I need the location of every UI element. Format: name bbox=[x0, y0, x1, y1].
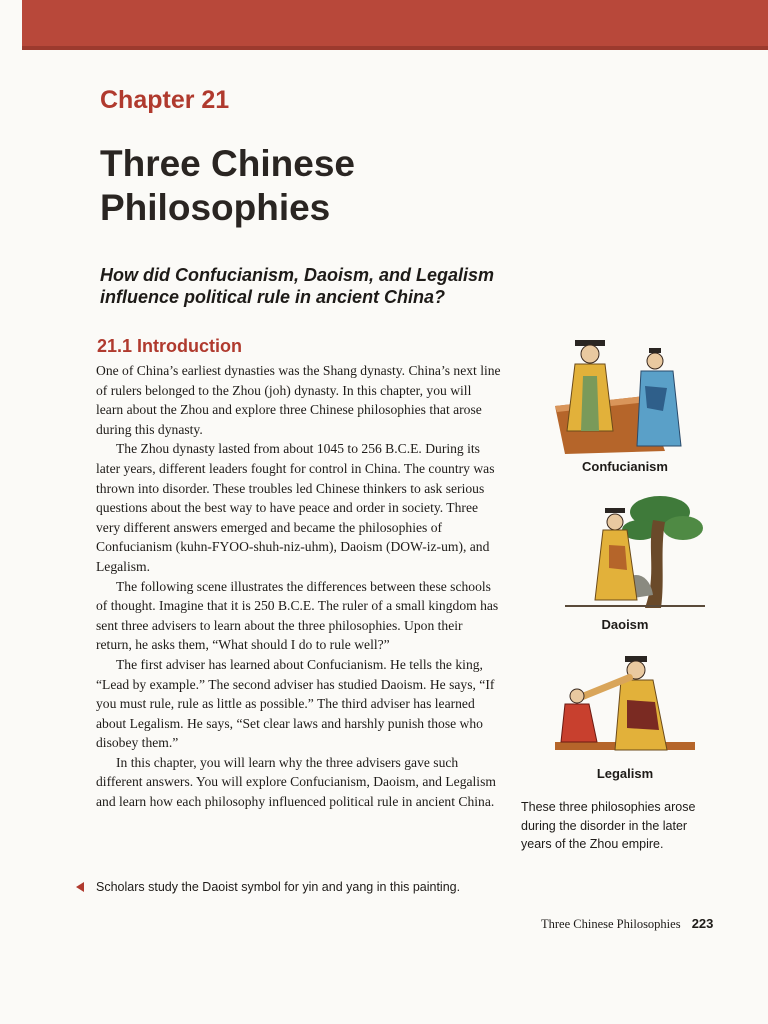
confucianism-illustration bbox=[555, 336, 695, 456]
page-number: 223 bbox=[691, 916, 714, 931]
legalism-illustration bbox=[555, 650, 695, 760]
daoism-illustration bbox=[565, 490, 705, 610]
chapter-title: Three Chinese Philosophies bbox=[100, 143, 355, 228]
photo-caption bbox=[76, 880, 460, 894]
chapter-label: Chapter 21 bbox=[100, 86, 230, 114]
running-title: Three Chinese Philosophies bbox=[541, 917, 681, 931]
sidebar-caption: These three philosophies arose during the disorder in the later years of the Zhou empire. bbox=[521, 800, 696, 851]
section-heading: 21.1 Introduction bbox=[97, 336, 243, 356]
paragraph: The Zhou dynasty lasted from about 1045 to 256 B.C.E. During its later years, different leaders fought for control in China. The country was thrown into disorder. These troubles led Chinese thinkers to ask serious questions about the best way to have peace and order in society. Three very different answers emerged and became the philosophies of Confucianism (kuhn-FYOO-shuh-niz-uhm), Daoism (DOW-iz-um), and Legalism. bbox=[96, 441, 495, 574]
intro-body bbox=[96, 361, 501, 812]
page-footer bbox=[541, 916, 713, 932]
figure-caption: Daoism bbox=[601, 617, 649, 632]
paragraph: The following scene illustrates the differences between these schools of thought. Imagine that it is 250 B.C.E. The ruler of a small kingdom has sent three advisers to learn about the three philosophies. Upon their return, he asks them, “What should I do to rule well?” bbox=[96, 578, 499, 653]
paragraph: The first adviser has learned about Confucianism. He tells the king, “Lead by example.” The second adviser has studied Daoism. He says, “If you must rule, rule as little as possible.” The third adviser has learned about Legalism. He says, “Set clear laws and harshly punish those who disobey them.” bbox=[96, 656, 495, 751]
chapter-header-band bbox=[22, 0, 768, 50]
figure-caption: Confucianism bbox=[582, 459, 668, 474]
left-arrow-icon bbox=[76, 882, 84, 892]
paragraph: In this chapter, you will learn why the three advisers gave such different answers. You will explore Confucianism, Daoism, and Legalism and learn how each philosophy influenced political rule in ancient China. bbox=[96, 754, 496, 810]
paragraph: One of China’s earliest dynasties was the Shang dynasty. China’s next line of rulers belonged to the Zhou (joh) dynasty. In this chapter, you will learn about the Zhou and explore three Chinese philosophies that arose during this dynasty. bbox=[96, 363, 501, 437]
essential-question: How did Confucianism, Daoism, and Legalism influence political rule in ancient China? bbox=[100, 265, 495, 307]
photo-caption-text: Scholars study the Daoist symbol for yin and yang in this painting. bbox=[96, 880, 461, 894]
figure-caption: Legalism bbox=[596, 766, 654, 781]
